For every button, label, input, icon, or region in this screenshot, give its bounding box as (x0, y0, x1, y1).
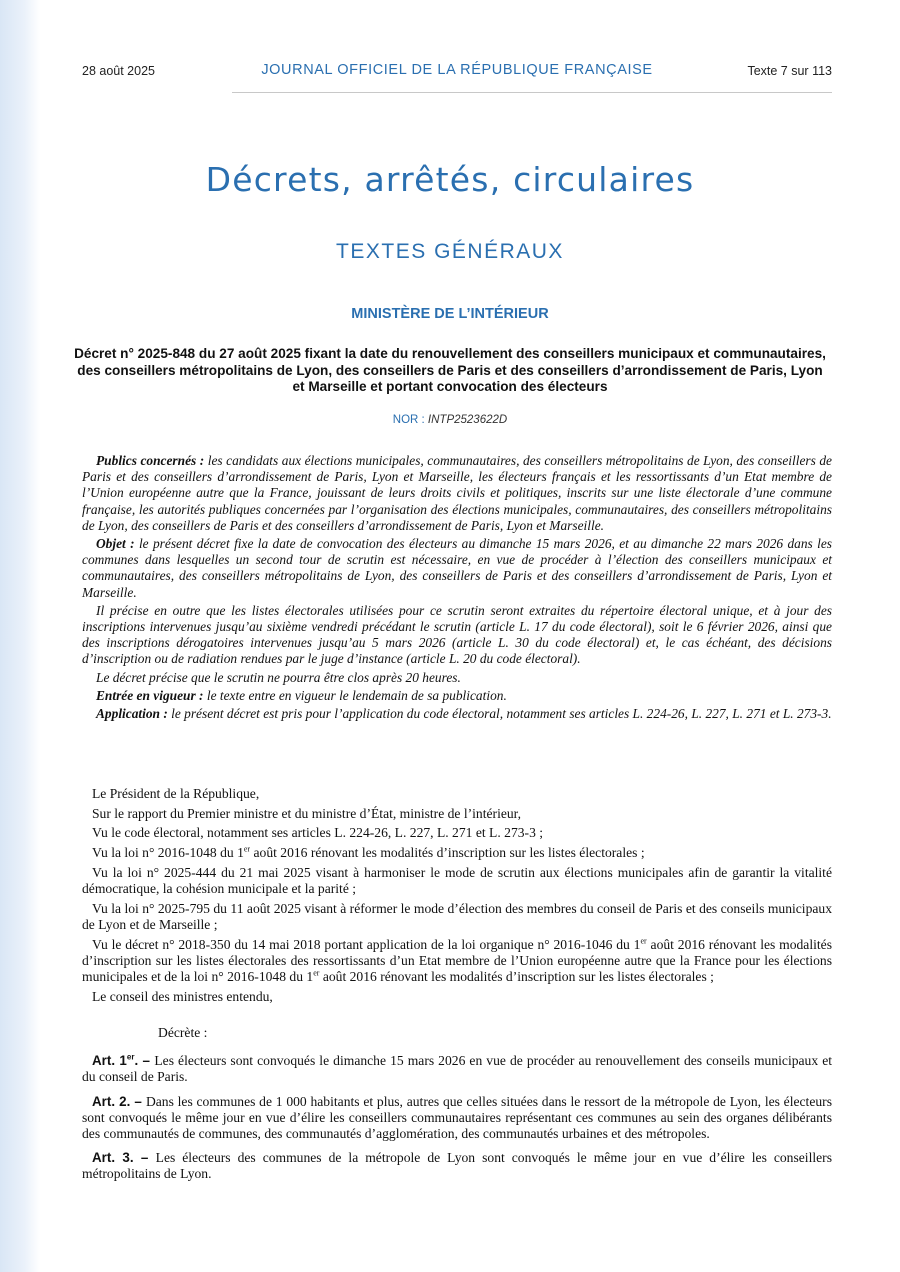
section-title: Décrets, arrêtés, circulaires (205, 160, 695, 199)
article-2 (82, 1094, 832, 1143)
notice-objet-text: le présent décret fixe la date de convocation des électeurs au dimanche 15 mars 2026, et au dimanche 22 mars 2026 dans les communes dans lesquelles un second tour de scrutin est nécessaire, en vue de procéder à l’élection des conseillers municipaux et communautaires, des conseillers métropolitains de Lyon, des conseillers de Paris et des conseillers d’arrondissement de Paris, Lyon et Marseille. (82, 536, 832, 600)
vu-loi-2025-795: Vu la loi n° 2025-795 du 11 août 2025 visant à réformer le mode d’élection des membres du conseil de Paris et des conseils municipaux de Lyon et de Marseille ; (82, 900, 832, 932)
vu-decret-part2: août 2016 rénovant les modalités d’inscription sur les listes électorales des ressortissants d’un Etat membre de l’Union européenne autre que la France pour les élections municipales et de la loi n° 2016-1048 du 1 (82, 936, 832, 985)
ordinal-sup: er (313, 968, 320, 978)
notice-clos: Le décret précise que le scrutin ne pourra être clos après 20 heures. (96, 669, 461, 685)
nor-code: INTP2523622D (427, 414, 508, 426)
vu-decret-part3: août 2016 rénovant les modalités d’inscription sur les listes électorales ; (319, 969, 714, 985)
article-2-text: Dans les communes de 1 000 habitants et plus, autres que celles situées dans le ressort de la métropole de Lyon, les électeurs sont convoqués le même jour en vue d’élire les conseillers communautaires représentant ces communes au sein des organes délibérants des communautés de communes, des communautés d’agglomération, des communautés urbaines et des métropoles. (82, 1093, 832, 1141)
text-number: Texte 7 sur 113 (747, 64, 832, 78)
decree-body (82, 786, 832, 1191)
president-line: Le Président de la République, (92, 786, 260, 801)
notice-objet (82, 536, 832, 601)
page-header (82, 62, 832, 84)
article-1-label (92, 1053, 154, 1068)
article-1-text: Les électeurs sont convoqués le dimanche 15 mars 2026 en vue de procéder au renouvellement des conseils municipaux et du conseil de Paris. (82, 1053, 833, 1085)
header-divider (232, 92, 832, 93)
vu-loi-2016-part2: août 2016 rénovant les modalités d’inscription sur les listes électorales ; (250, 845, 645, 861)
vu-loi-2016-part1: Vu la loi n° 2016-1048 du 1 (92, 845, 244, 861)
notice-application (82, 706, 832, 722)
vu-decret-2018-350 (82, 937, 832, 986)
notice-publics-text: les candidats aux élections municipales, communautaires, des conseillers métropolitains de Lyon, des conseillers de Paris et des conseillers d’arrondissement de Paris, Lyon et Marseille, les électeurs français et les ressortissants d’un Etat membre de l’Union européenne autre que la France, jouissant de leurs droits civils et politiques, inscrits sur une liste électorale d’une commune française, les autorités publiques concernées par l’organisation des élections municipales, communautaires, des conseillers métropolitains de Lyon, des conseillers de Paris et des conseillers d’arrondissement de Paris, Lyon et Marseille. (82, 453, 832, 533)
ministry-heading: MINISTÈRE DE L’INTÉRIEUR (351, 306, 549, 322)
ordinal-sup: er (640, 936, 647, 946)
vu-loi-2016-1048 (82, 845, 832, 861)
notice-entree-text: le texte entre en vigueur le lendemain de sa publication. (203, 687, 507, 703)
article-3-text: Les électeurs des communes de la métropole de Lyon sont convoqués le même jour en vue d’élire les conseillers métropolitains de Lyon. (82, 1150, 832, 1182)
notice-objet-label: Objet : (96, 536, 135, 552)
rapport-line: Sur le rapport du Premier ministre et du ministre d’État, ministre de l’intérieur, (92, 805, 522, 821)
journal-name: JOURNAL OFFICIEL DE LA RÉPUBLIQUE FRANÇAISE (261, 62, 653, 78)
article-1 (82, 1053, 832, 1085)
ordinal-sup: er (126, 1052, 135, 1062)
explanatory-notice (82, 453, 832, 724)
vu-decret-part1: Vu le décret n° 2018-350 du 14 mai 2018 portant application de la loi organique n° 2016-1046 du 1 (92, 936, 641, 952)
section-subtitle: TEXTES GÉNÉRAUX (336, 240, 564, 263)
vu-loi-2025-444: Vu la loi n° 2025-444 du 21 mai 2025 visant à harmoniser le mode de scrutin aux élections municipales afin de garantir la vitalité démocratique, la cohésion municipale et la parité ; (82, 864, 832, 897)
vu-code-electoral: Vu le code électoral, notamment ses articles L. 224-26, L. 227, L. 271 et L. 273-3 ; (92, 825, 544, 841)
notice-application-label: Application : (96, 706, 168, 722)
notice-publics-label: Publics concernés : (96, 453, 205, 468)
nor-label: NOR : (392, 414, 428, 426)
conseil-line: Le conseil des ministres entendu, (92, 988, 273, 1004)
ordinal-sup: er (243, 844, 251, 854)
article-1-number: Art. 1 (92, 1053, 127, 1069)
notice-entree-label: Entrée en vigueur : (96, 687, 204, 703)
article-1-dash: . – (134, 1053, 155, 1069)
article-3 (82, 1150, 832, 1182)
notice-precise: Il précise en outre que les listes électorales utilisées pour ce scrutin seront extraites du répertoire électoral unique, et à jour des inscriptions intervenues jusqu’au sixième vendredi précédant le scrutin (article L. 17 du code électoral), soit le 6 février 2026, ainsi que des inscriptions dérogatoires intervenues jusqu’au 5 mars 2026 (article L. 30 du code électoral) et, le cas échéant, des décisions d’inscription ou de radiation rendues par le juge d’instance (article L. 20 du code électoral). (82, 602, 832, 667)
notice-application-text: le présent décret est pris pour l’application du code électoral, notamment ses articles L. 224-26, L. 227, L. 271 et L. 273-3. (167, 706, 832, 722)
notice-publics (82, 453, 832, 534)
decrete-line: Décrète : (158, 1024, 208, 1040)
nor-reference (0, 414, 900, 426)
decree-title: Décret n° 2025-848 du 27 août 2025 fixant la date du renouvellement des conseillers municipaux et communautaires, des conseillers métropolitains de Lyon, des conseillers de Paris et des conseillers d’arrondissement de Paris, Lyon et Marseille et portant convocation des électeurs (74, 346, 826, 394)
publication-date: 28 août 2025 (82, 64, 155, 78)
article-2-label: Art. 2. – (92, 1093, 146, 1109)
notice-entree (82, 688, 832, 704)
article-3-label: Art. 3. – (92, 1150, 156, 1166)
